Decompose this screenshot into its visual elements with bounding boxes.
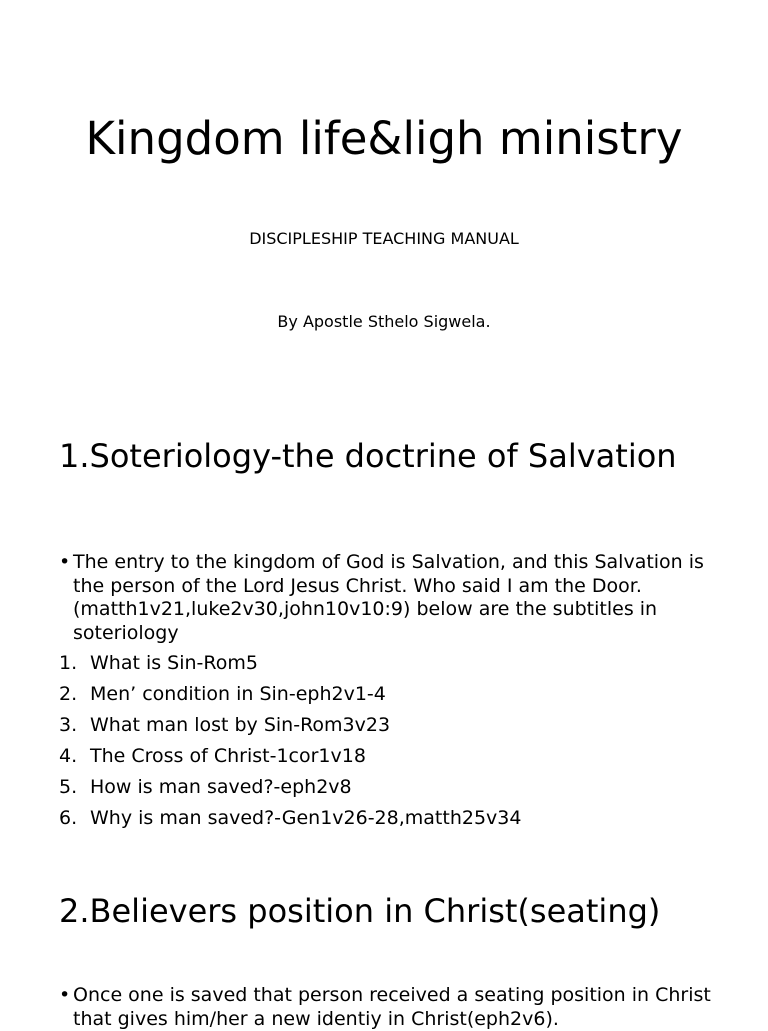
item-text: What is Sin-Rom5: [90, 652, 258, 674]
item-text: The Cross of Christ-1cor1v18: [90, 745, 366, 767]
list-item: [59, 744, 719, 775]
item-number: 1.: [59, 652, 78, 674]
list-item: [59, 713, 719, 744]
item-number: 4.: [59, 745, 78, 767]
item-text: What man lost by Sin-Rom3v23: [90, 714, 391, 736]
section-heading: 1.Soteriology-the doctrine of Salvation: [59, 437, 677, 475]
subtitle: DISCIPLESHIP TEACHING MANUAL: [249, 229, 519, 248]
bullet-text: Once one is saved that person received a seating position in Christ that gives him/her a new identiy in Christ(eph2v6).: [73, 984, 711, 1030]
author-line: By Apostle Sthelo Sigwela.: [277, 312, 491, 331]
item-number: 6.: [59, 807, 78, 829]
bullet-text: The entry to the kingdom of God is Salvation, and this Salvation is the person of the Lord Jesus Christ. Who said I am the Door.(matth1v21,luke2v30,john10v10:9) below are the subtitles in soteriology: [73, 551, 704, 644]
bullet-marker: •: [59, 984, 71, 1006]
subtitle-list: [59, 651, 719, 837]
section-heading: 2.Believers position in Christ(seating): [59, 892, 661, 930]
item-number: 3.: [59, 714, 78, 736]
main-title: Kingdom life&ligh ministry: [85, 112, 683, 165]
bullet-marker: •: [59, 551, 71, 573]
list-item: [59, 651, 719, 682]
item-text: Men’ condition in Sin-eph2v1-4: [90, 683, 386, 705]
list-item: [59, 682, 719, 713]
item-text: How is man saved?-eph2v8: [90, 776, 352, 798]
list-item: [59, 775, 719, 806]
item-text: Why is man saved?-Gen1v26-28,matth25v34: [90, 807, 522, 829]
item-number: 5.: [59, 776, 78, 798]
item-number: 2.: [59, 683, 78, 705]
list-item: [59, 806, 719, 837]
bullet-paragraph: [59, 551, 719, 645]
